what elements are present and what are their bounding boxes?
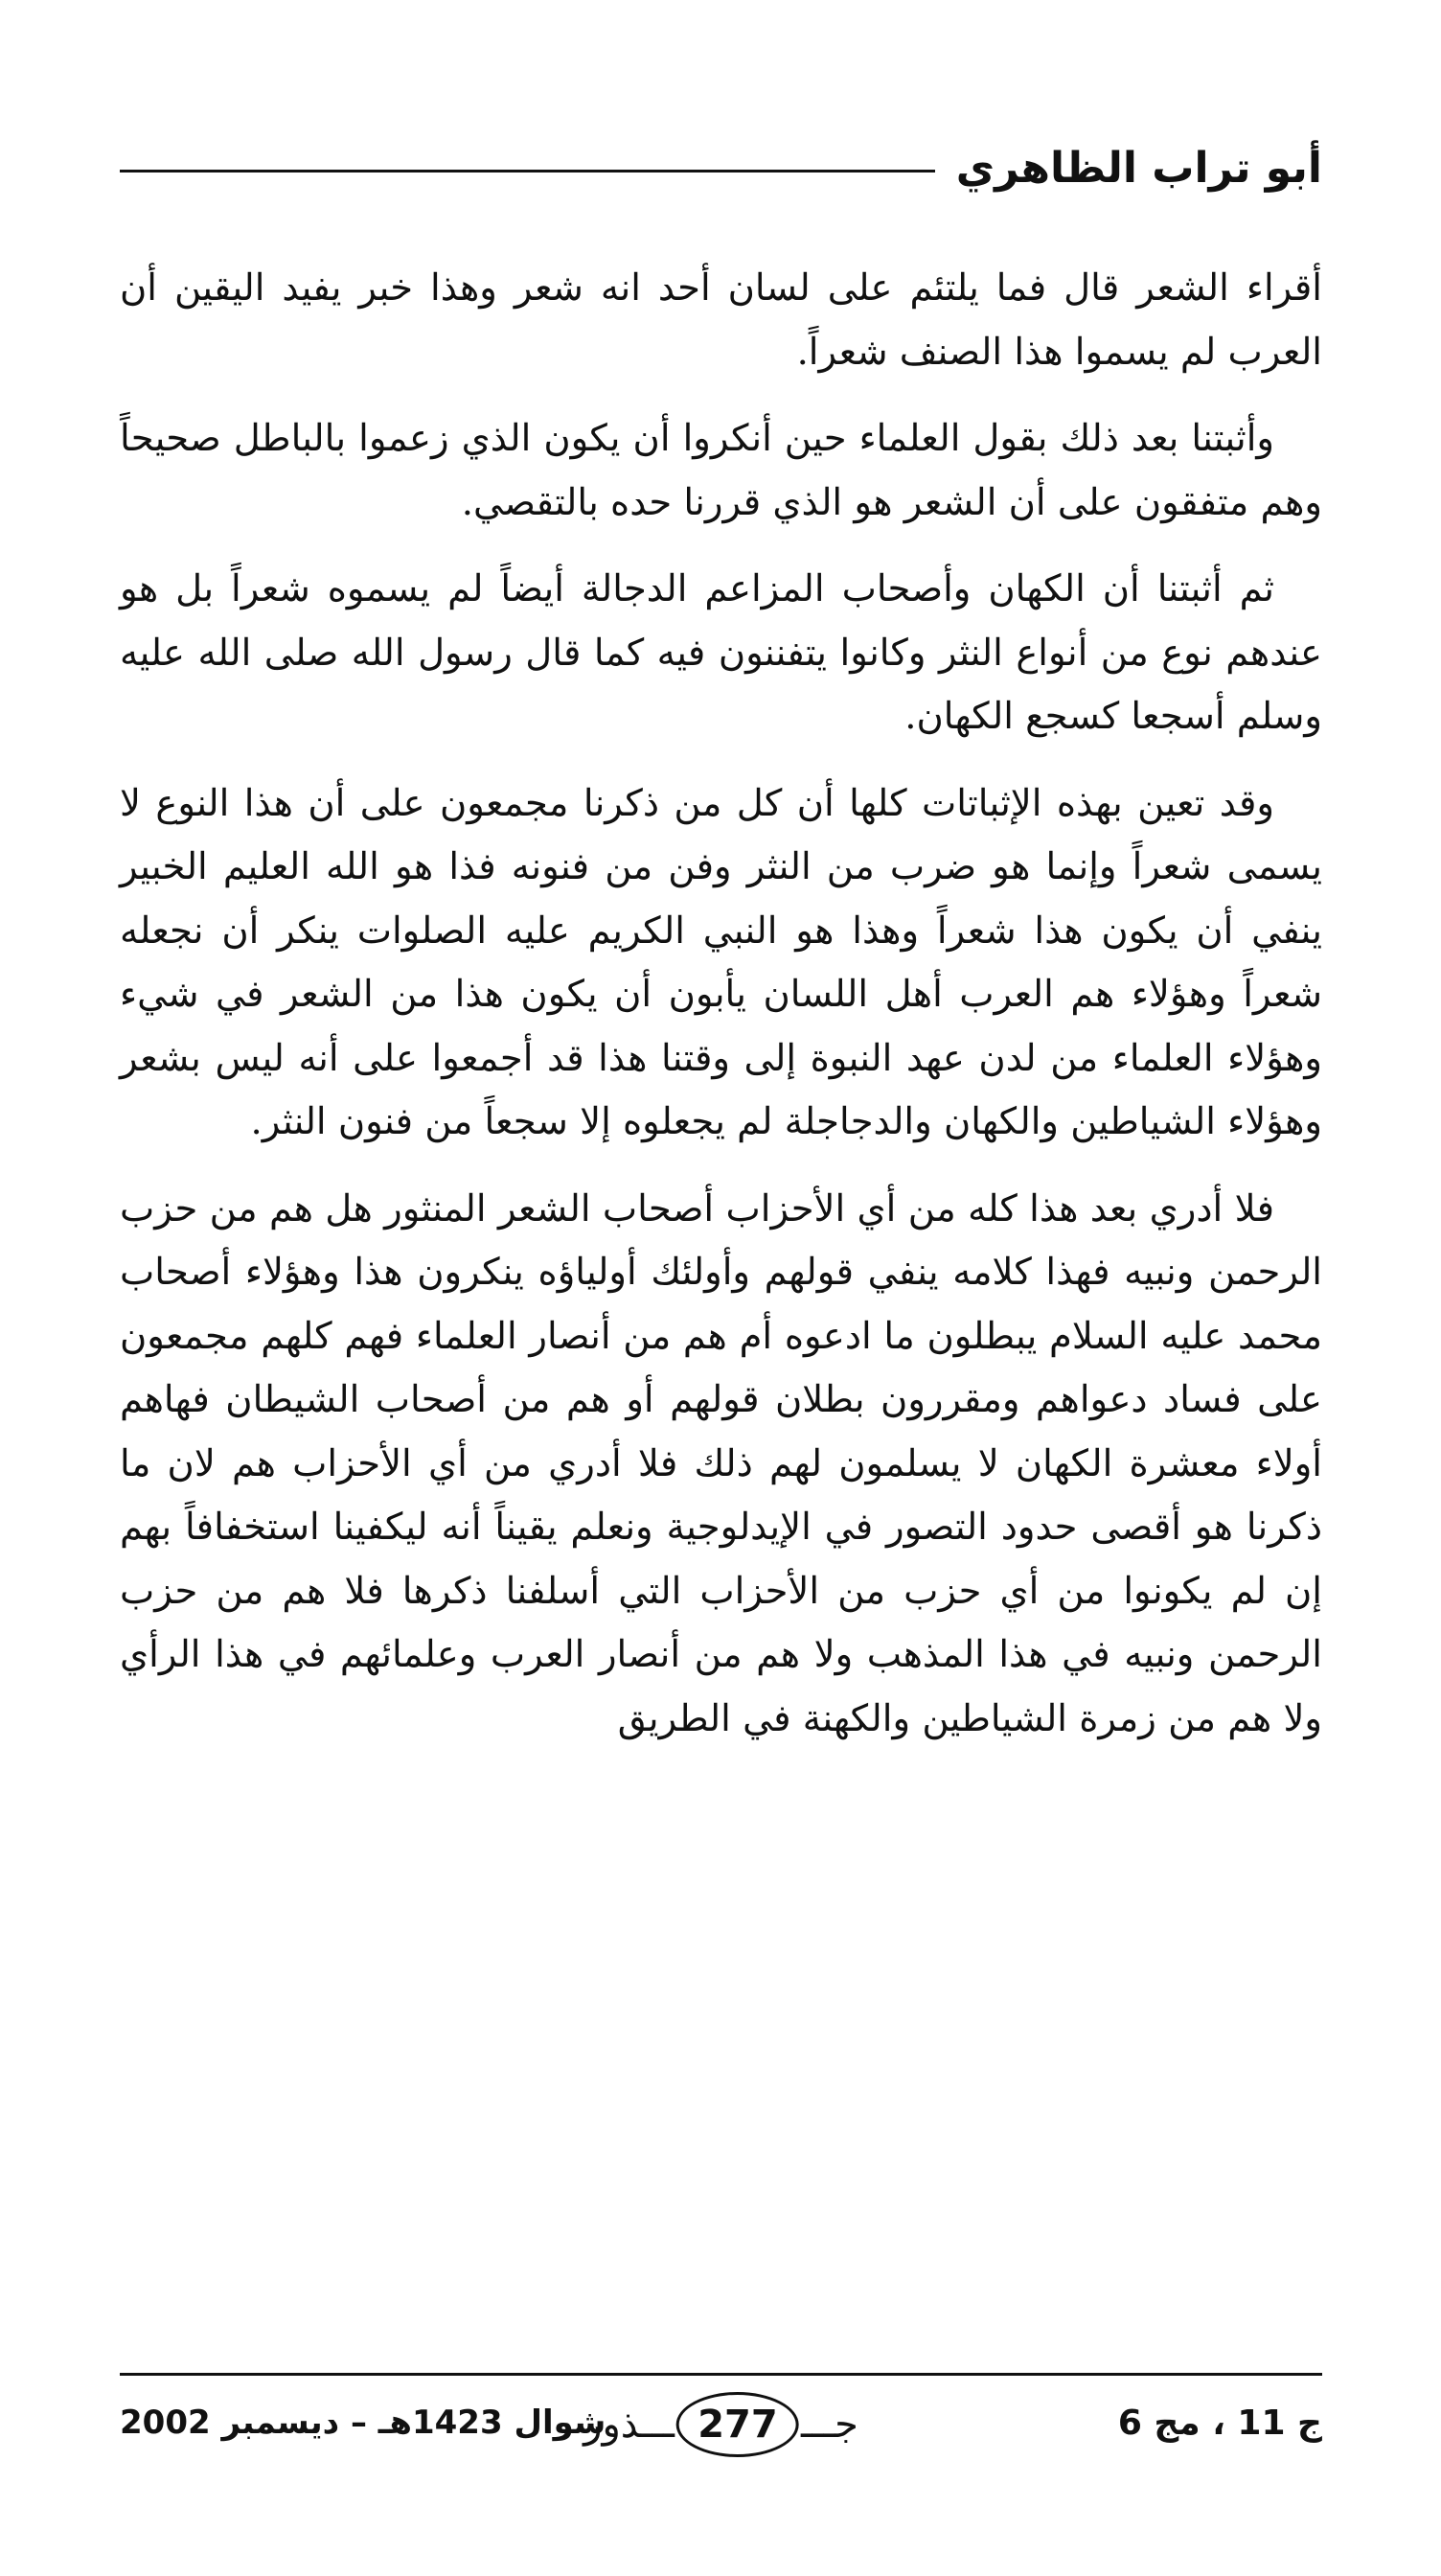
running-header xyxy=(120,134,1322,201)
paragraph-3: ثم أثبتنا أن الكهان وأصحاب المزاعم الدجالة أيضاً لم يسموه شعراً بل هو عندهم نوع من أنواع النثر وكانوا يتفننون فيه كما قال رسول الله صلى الله عليه وسلم أسجعا كسجع الكهان. xyxy=(120,567,1322,738)
header-rule xyxy=(120,170,935,172)
issue-volume: ج 11 ، مج 6 xyxy=(1117,2404,1322,2443)
paragraph-4: وقد تعين بهذه الإثباتات كلها أن كل من ذكرنا مجمعون على أن هذا النوع لا يسمى شعراً وإنما هو ضرب من النثر وفن من فنونه فذا هو الله العليم الخبير ينفي أن يكون هذا شعراً وهذا هو النبي الكريم عليه الصلوات ينكر أن نجعله شعراً وهؤلاء هم العرب أهل اللسان يأبون أن يكون هذا من الشعر في شيء وهؤلاء العلماء من لدن عهد النبوة إلى وقتنا هذا قد أجمعوا على أنه ليس بشعر وهؤلاء الشياطين والكهان والدجاجلة لم يجعلوه إلا سجعاً من فنون النثر. xyxy=(120,781,1322,1143)
journal-name-end: ـــذور xyxy=(583,2403,675,2447)
footer-rule xyxy=(120,2373,1322,2376)
paragraph-1: أقراء الشعر قال فما يلتئم على لسان أحد انه شعر وهذا خبر يفيد اليقين أن العرب لم يسموا هذا الصنف شعراً. xyxy=(120,266,1322,374)
paragraph-5: فلا أدري بعد هذا كله من أي الأحزاب أصحاب الشعر المنثور هل هم من حزب الرحمن ونبيه فهذا كلامه ينفي قولهم وأولئك أولياؤه ينكرون هذا وهؤلاء أصحاب محمد عليه السلام يبطلون ما ادعوه أم هم من أنصار العلماء فهم كلهم مجمعون على فساد دعواهم ومقررون بطلان قولهم أو هم من أصحاب الشيطان فهاهم أولاء معشرة الكهان لا يسلمون لهم ذلك فلا أدري من أي الأحزاب هم لان ما ذكرنا هو أقصى حدود التصور في الإيدلوجية ونعلم يقيناً أنه ليكفينا استخفافاً بهم إن لم يكونوا من أي حزب من الأحزاب التي أسلفنا ذكرها فلا هم من حزب الرحمن ونبيه في هذا المذهب ولا هم من أنصار العرب وعلمائهم في هذا الرأي ولا هم من زمرة الشياطين والكهنة في الطريق xyxy=(120,1186,1322,1740)
journal-mark xyxy=(583,2392,858,2457)
journal-name-start: جـــ xyxy=(800,2403,858,2447)
paragraph-2: وأثبتنا بعد ذلك بقول العلماء حين أنكروا أن يكون الذي زعموا بالباطل صحيحاً وهم متفقون على أن الشعر هو الذي قررنا حده بالتقصي. xyxy=(120,417,1322,524)
article-body xyxy=(120,257,1322,1751)
page-footer xyxy=(120,2392,1322,2469)
page-number: 277 xyxy=(676,2392,799,2457)
issue-date: شوال 1423هـ – ديسمبر 2002 xyxy=(120,2404,606,2442)
author-title: أبو تراب الظاهري xyxy=(955,143,1322,193)
